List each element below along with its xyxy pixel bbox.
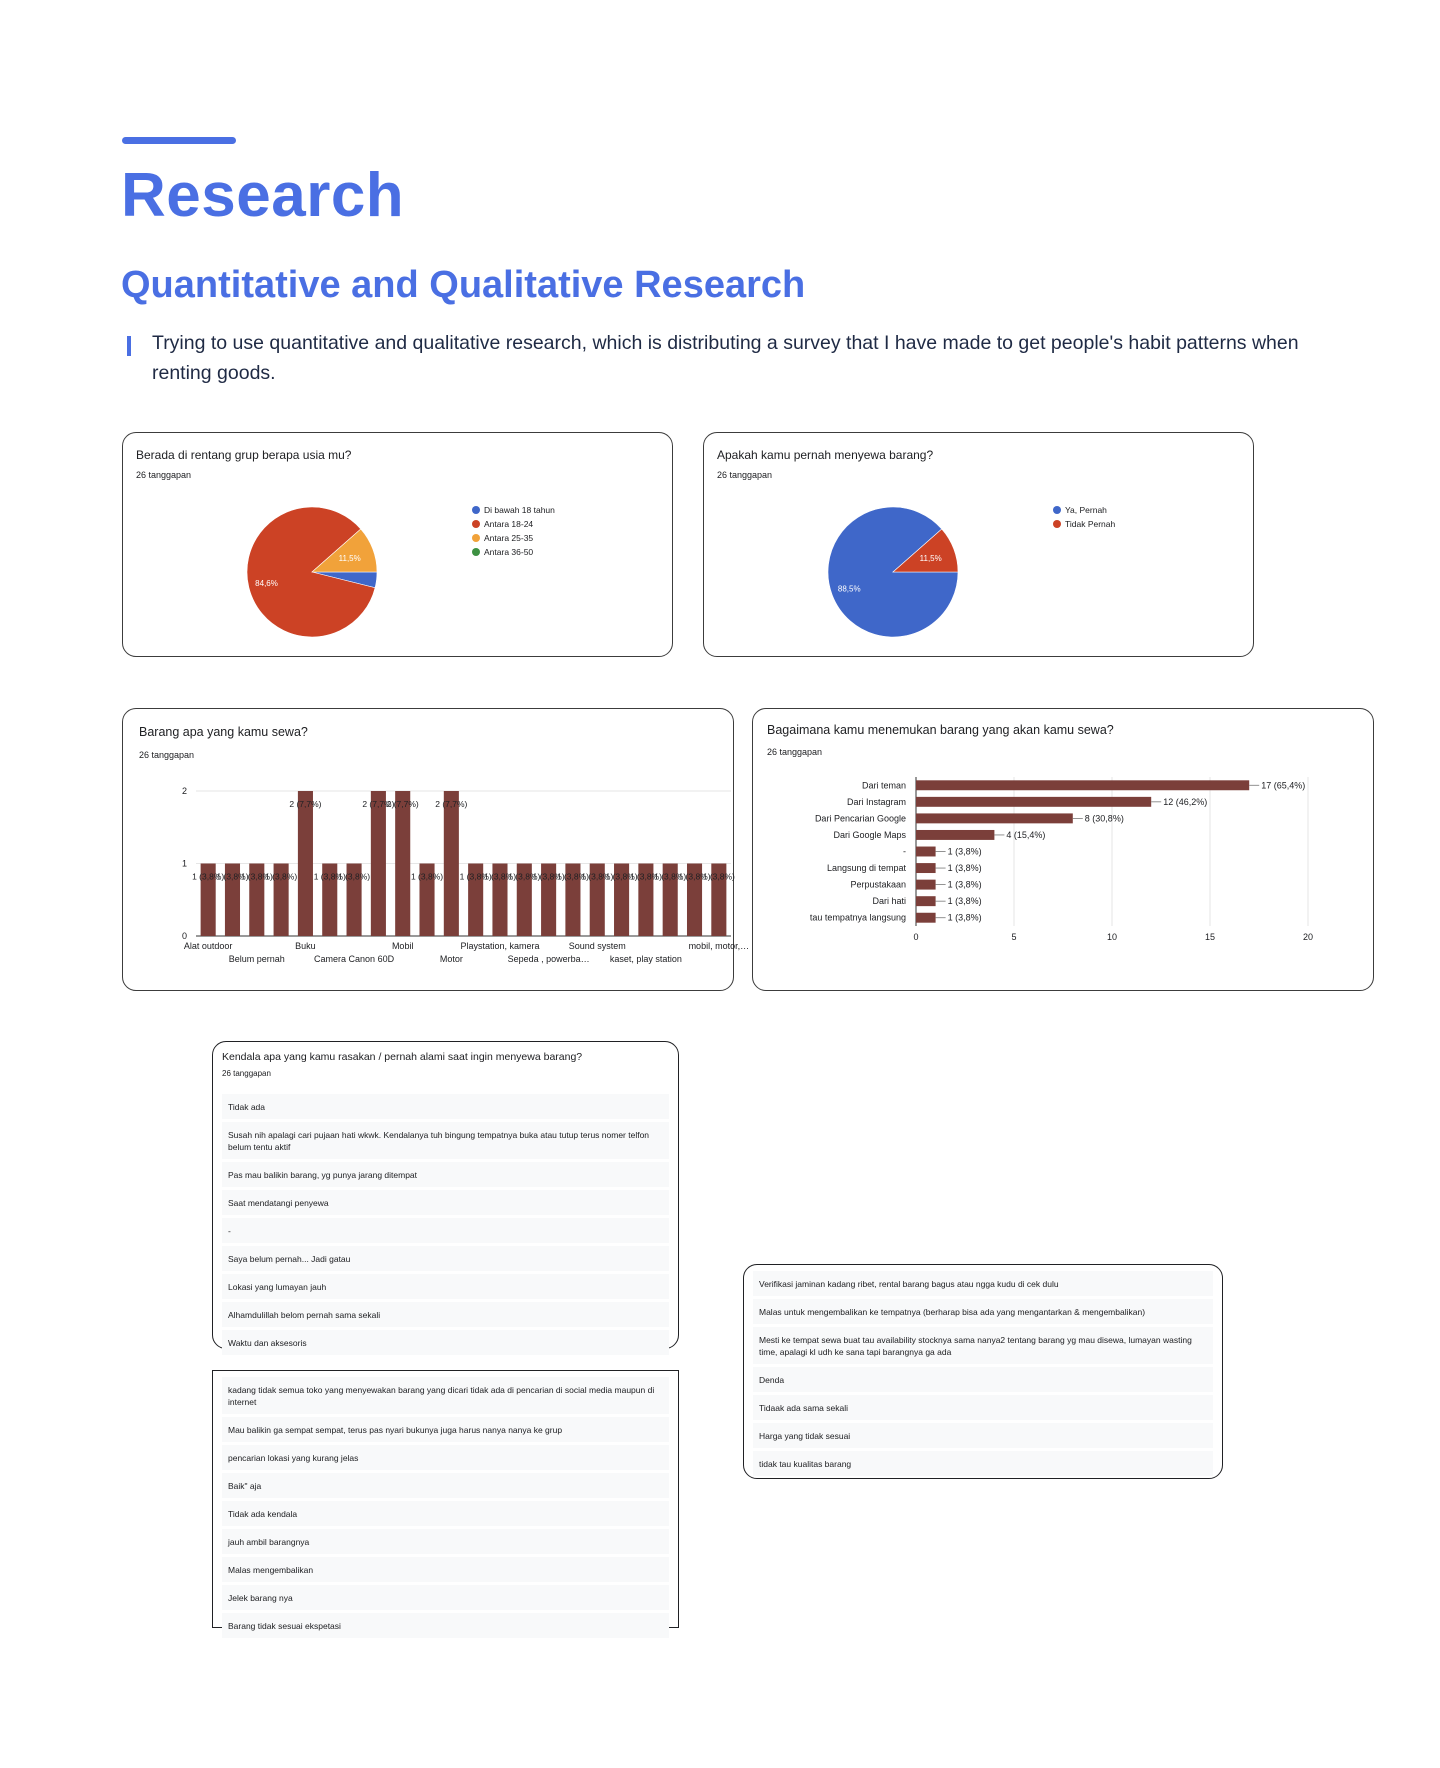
bar (916, 913, 936, 923)
response-item: kadang tidak semua toko yang menyewakan barang yang dicari tidak ada di pencarian di social media maupun di internet (222, 1377, 669, 1414)
bar-data-label: 2 (7,7%) (362, 799, 395, 809)
bar-data-label: 1 (3,8%) (508, 871, 541, 882)
y-tick-label: Dari Instagram (846, 796, 906, 807)
response-item: Pas mau balikin barang, yg punya jarang ditempat (222, 1162, 669, 1187)
bar-data-label: 2 (7,7%) (386, 799, 419, 809)
obstacles-responses-panel-3[interactable] (743, 1264, 1223, 1479)
response-item: Waktu dan aksesoris (222, 1330, 669, 1355)
response-item: Baik" aja (222, 1473, 669, 1498)
rented-pie-card (703, 432, 1254, 657)
response-item: Saya belum pernah... Jadi gatau (222, 1246, 669, 1271)
x-tick-label: Camera Canon 60D (314, 954, 395, 964)
bar-data-label: 1 (3,8%) (678, 871, 711, 882)
title-accent-bar (122, 137, 236, 144)
obstacles-responses-panel-1[interactable] (212, 1041, 679, 1349)
x-tick-label: Belum pernah (228, 954, 285, 964)
legend-swatch (1053, 520, 1061, 528)
y-tick-label: Dari Pencarian Google (814, 813, 906, 824)
x-tick-label: Alat outdoor (183, 941, 233, 951)
response-item: Barang tidak sesuai ekspetasi (222, 1613, 669, 1638)
x-tick-label: kaset, play station (609, 954, 682, 964)
bar-data-label: 1 (3,8%) (947, 846, 982, 857)
response-item: Alhamdulillah belom pernah sama sekali (222, 1302, 669, 1327)
bar-data-label: 2 (7,7%) (289, 799, 322, 809)
responses-list (222, 1094, 669, 1358)
y-tick-label: Dari teman (861, 780, 906, 791)
bar-data-label: 1 (3,8%) (605, 871, 638, 882)
response-item: Malas untuk mengembalikan ke tempatnya (berharap bisa ada yang mengantarkan & mengembalikan) (753, 1299, 1213, 1324)
y-tick-label: - (903, 846, 906, 857)
legend-item-antara-36-50 (472, 545, 555, 559)
legend-item-antara-18-24 (472, 517, 555, 531)
responses-list (753, 1271, 1213, 1479)
response-item: Mesti ke tempat sewa buat tau availability stocknya sama nanya2 tentang barang yg mau disewa, lumayan wasting time, apalagi kl udh ke sana tapi barangnya ga ada (753, 1327, 1213, 1364)
response-item: tidak tau kualitas barang (753, 1451, 1213, 1476)
bar (916, 797, 1151, 807)
y-tick-label: Perpustakaan (850, 879, 906, 890)
chart-question: Barang apa yang kamu sewa? (139, 725, 308, 739)
bar-data-label: 1 (3,8%) (410, 871, 444, 882)
legend-label: Di bawah 18 tahun (484, 505, 555, 515)
bar-data-label: 1 (3,8%) (629, 871, 662, 882)
bar (916, 847, 936, 857)
bar-data-label: 8 (30,8%) (1084, 813, 1124, 824)
response-item: Saat mendatangi penyewa (222, 1190, 669, 1215)
response-item: Verifikasi jaminan kadang ribet, rental barang bagus atau ngga kudu di cek dulu (753, 1271, 1213, 1296)
y-tick-label: 1 (181, 858, 187, 869)
response-item: Denda (753, 1367, 1213, 1392)
response-item: Tidak ada kendala (222, 1501, 669, 1526)
response-item: Harga yang tidak sesuai (753, 1423, 1213, 1448)
age-pie-chart (123, 433, 674, 658)
bar-data-label: 1 (3,8%) (216, 871, 249, 882)
x-tick-label: Motor (439, 954, 463, 964)
x-tick-label: Playstation, kamera (460, 941, 540, 951)
bar-data-label: 1 (3,8%) (313, 871, 346, 882)
obstacles-responses-panel-2[interactable] (212, 1370, 679, 1631)
bar-data-label: 1 (3,8%) (459, 871, 492, 882)
bar-data-label: 1 (3,8%) (702, 871, 735, 882)
bar-data-label: 1 (3,8%) (192, 871, 225, 882)
response-item: Malas mengembalikan (222, 1557, 669, 1582)
page-title: Research (121, 161, 405, 230)
response-item: Tidaak ada sama sekali (753, 1395, 1213, 1420)
items-bar-chart (123, 709, 750, 992)
bar (916, 780, 1249, 790)
bar-data-label: 1 (3,8%) (338, 871, 371, 882)
response-item: Tidak ada (222, 1094, 669, 1119)
chart-question: Apakah kamu pernah menyewa barang? (717, 448, 934, 462)
pie-slice-label: 11,5% (919, 553, 942, 563)
bar (371, 791, 386, 936)
legend-label: Antara 25-35 (484, 533, 534, 543)
pie-legend (1053, 503, 1115, 531)
y-tick-label: Dari Google Maps (833, 829, 906, 840)
bar (916, 830, 994, 840)
y-tick-label: Langsung di tempat (826, 863, 906, 874)
response-count: 26 tanggapan (136, 470, 192, 480)
bar-data-label: 1 (3,8%) (240, 871, 273, 882)
legend-label: Ya, Pernah (1065, 505, 1107, 515)
legend-item-tidak-pernah (1053, 517, 1115, 531)
bar-data-label: 4 (15,4%) (1006, 829, 1046, 840)
page-description: Trying to use quantitative and qualitative research, which is distributing a survey that I have made to get people's habit patterns when renting goods. (152, 332, 1299, 384)
response-item: Mau balikin ga sempat sempat, terus pas nyari bukunya juga harus nanya nanya ke grup (222, 1417, 669, 1442)
bar (916, 863, 936, 873)
x-tick-label: Mobil (391, 941, 414, 951)
legend-item-di-bawah-18-tahun (472, 503, 555, 517)
bar-data-label: 1 (3,8%) (947, 896, 982, 907)
responses-list (222, 1377, 669, 1641)
legend-swatch (1053, 506, 1061, 514)
x-tick-label: 0 (913, 932, 919, 942)
quote-bar (127, 336, 131, 356)
response-item: Lokasi yang lumayan jauh (222, 1274, 669, 1299)
age-pie-card (122, 432, 673, 657)
legend-swatch (472, 520, 480, 528)
bar-data-label: 1 (3,8%) (947, 879, 982, 890)
bar-data-label: 2 (7,7%) (435, 799, 468, 809)
response-count: 26 tanggapan (717, 470, 773, 480)
response-item: - (222, 1218, 669, 1243)
bar-data-label: 1 (3,8%) (556, 871, 589, 882)
responses-count: 26 tanggapan (222, 1069, 271, 1078)
bar (916, 813, 1073, 823)
bar-data-label: 1 (3,8%) (654, 871, 687, 882)
items-bar-card (122, 708, 750, 991)
rented-pie-chart (704, 433, 1255, 658)
bar-data-label: 1 (3,8%) (265, 871, 298, 882)
bar (916, 880, 936, 890)
responses-question: Kendala apa yang kamu rasakan / pernah alami saat ingin menyewa barang? (222, 1051, 583, 1063)
response-item: Jelek barang nya (222, 1585, 669, 1610)
y-tick-label: tau tempatnya langsung (809, 912, 906, 923)
bar (298, 791, 313, 936)
y-tick-label: Dari hati (872, 896, 906, 907)
x-tick-label: 10 (1106, 932, 1118, 942)
pie-slice-label: 11,5% (338, 553, 361, 563)
pie-slice-label: 88,5% (837, 584, 861, 594)
discovery-bar-card (752, 708, 1374, 991)
legend-label: Tidak Pernah (1065, 519, 1116, 529)
bar-data-label: 1 (3,8%) (947, 912, 982, 923)
bar (444, 791, 459, 936)
bar-data-label: 1 (3,8%) (483, 871, 517, 882)
pie-slice-label: 84,6% (255, 579, 278, 589)
response-count: 26 tanggapan (767, 747, 823, 757)
x-tick-label: Sound system (568, 941, 626, 951)
bar (395, 791, 410, 936)
legend-label: Antara 36-50 (484, 547, 534, 557)
response-item: pencarian lokasi yang kurang jelas (222, 1445, 669, 1470)
legend-swatch (472, 548, 480, 556)
legend-swatch (472, 534, 480, 542)
legend-swatch (472, 506, 480, 514)
response-item: jauh ambil barangnya (222, 1529, 669, 1554)
bar-data-label: 17 (65,4%) (1261, 780, 1306, 791)
x-tick-label: 5 (1011, 932, 1017, 942)
x-tick-label: Sepeda , powerba… (507, 954, 590, 964)
bar-data-label: 1 (3,8%) (532, 871, 565, 882)
discovery-bar-chart (753, 709, 1375, 992)
legend-label: Antara 18-24 (484, 519, 534, 529)
x-tick-label: 20 (1302, 932, 1314, 942)
bar-data-label: 12 (46,2%) (1163, 796, 1208, 807)
response-item: Susah nih apalagi cari pujaan hati wkwk. Kendalanya tuh bingung tempatnya buka atau tutup terus nomer telfon belum tentu aktif (222, 1122, 669, 1159)
x-tick-label: Buku (295, 941, 316, 951)
chart-question: Berada di rentang grup berapa usia mu? (136, 448, 352, 462)
chart-question: Bagaimana kamu menemukan barang yang akan kamu sewa? (767, 723, 1114, 737)
response-count: 26 tanggapan (139, 750, 195, 760)
page-subtitle: Quantitative and Qualitative Research (121, 264, 806, 306)
x-tick-label: mobil, motor,… (688, 941, 750, 951)
pie-legend (472, 503, 555, 559)
legend-item-ya-pernah (1053, 503, 1115, 517)
legend-item-antara-25-35 (472, 531, 555, 545)
x-tick-label: 15 (1204, 932, 1216, 942)
bar-data-label: 1 (3,8%) (581, 871, 614, 882)
bar-data-label: 1 (3,8%) (947, 863, 982, 874)
y-tick-label: 0 (181, 931, 187, 941)
y-tick-label: 2 (181, 786, 187, 796)
bar (916, 896, 936, 906)
